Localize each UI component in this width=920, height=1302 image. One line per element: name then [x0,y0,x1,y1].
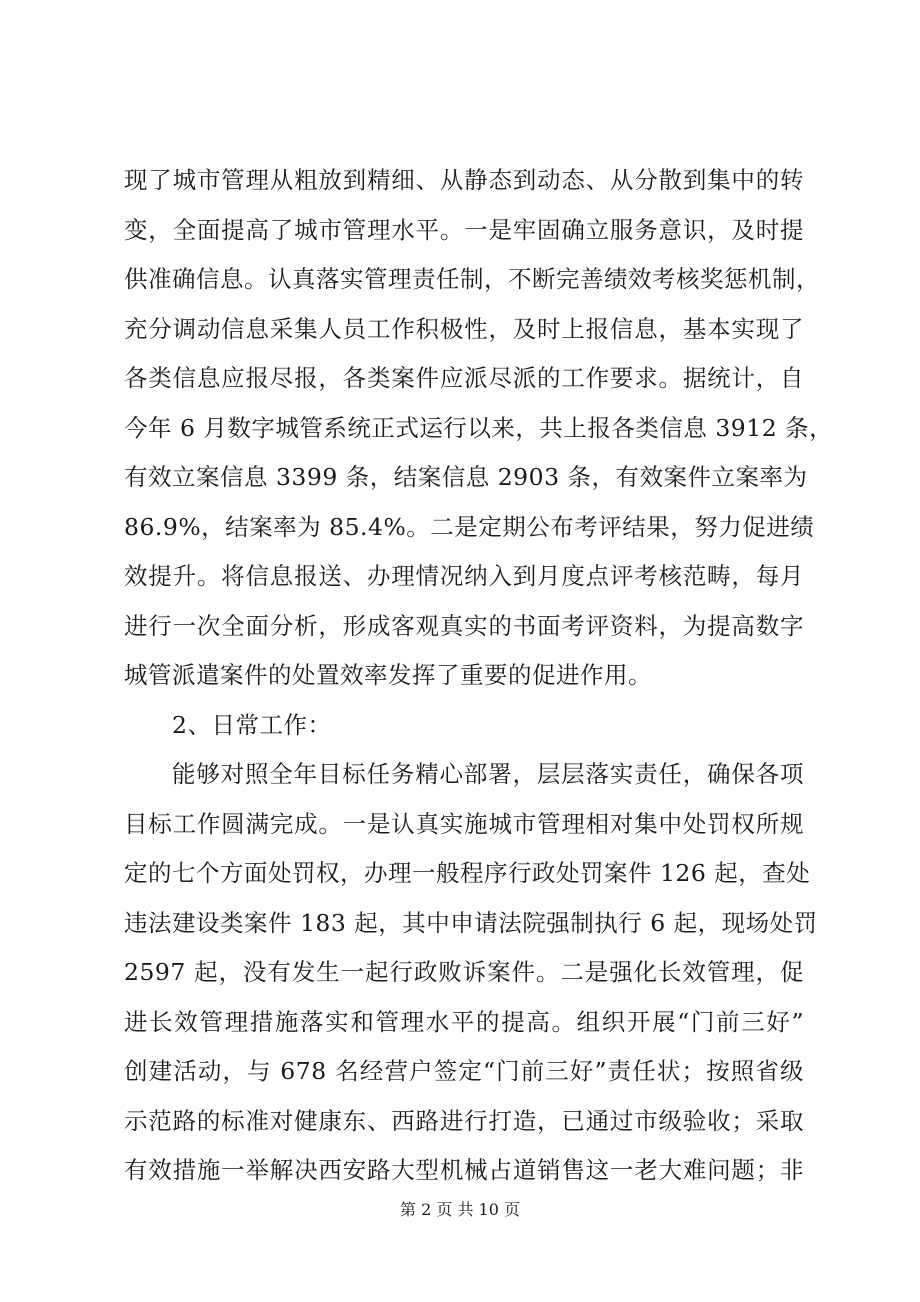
paragraph-line: 2597 起，没有发生一起行政败诉案件。二是强化长效管理，促 [124,958,804,986]
paragraph-line: 定的七个方面处罚权，办理一般程序行政处罚案件 126 起，查处 [124,859,811,887]
paragraph-line: 城管派遣案件的处置效率发挥了重要的促进作用。 [124,661,652,689]
paragraph-line: 创建活动，与 678 名经营户签定“门前三好”责任状；按照省级 [124,1057,804,1085]
paragraph-line: 现了城市管理从粗放到精细、从静态到动态、从分散到集中的转 [124,166,804,194]
section-heading: 2、日常工作： [172,711,332,739]
paragraph-line: 有效立案信息 3399 条，结案信息 2903 条，有效案件立案率为 [124,463,808,491]
paragraph-line: 示范路的标准对健康东、西路进行打造，已通过市级验收；采取 [124,1107,804,1135]
paragraph-line: 今年 6 月数字城管系统正式运行以来，共上报各类信息 3912 条， [124,414,834,442]
paragraph-line: 86.9%，结案率为 85.4%。二是定期公布考评结果，努力促进绩 [124,513,815,541]
paragraph-line: 变，全面提高了城市管理水平。一是牢固确立服务意识，及时提 [124,216,804,244]
paragraph-line: 供准确信息。认真落实管理责任制，不断完善绩效考核奖惩机制， [124,265,820,293]
paragraph-line: 充分调动信息采集人员工作积极性，及时上报信息，基本实现了 [124,315,804,343]
paragraph-line: 目标工作圆满完成。一是认真实施城市管理相对集中处罚权所规 [124,810,804,838]
paragraph-line: 各类信息应报尽报，各类案件应派尽派的工作要求。据统计，自 [124,364,804,392]
paragraph-line: 进长效管理措施落实和管理水平的提高。组织开展“门前三好” [124,1008,804,1036]
page-footer: 第 2 页 共 10 页 [400,1200,520,1219]
paragraph-line: 违法建设类案件 183 起，其中申请法院强制执行 6 起，现场处罚 [124,909,818,937]
paragraph-line: 有效措施一举解决西安路大型机械占道销售这一老大难问题；非 [124,1156,804,1184]
paragraph-line: 效提升。将信息报送、办理情况纳入到月度点评考核范畴，每月 [124,562,804,590]
paragraph-line: 能够对照全年目标任务精心部署，层层落实责任，确保各项 [172,760,804,788]
paragraph-line: 进行一次全面分析，形成客观真实的书面考评资料，为提高数字 [124,612,804,640]
